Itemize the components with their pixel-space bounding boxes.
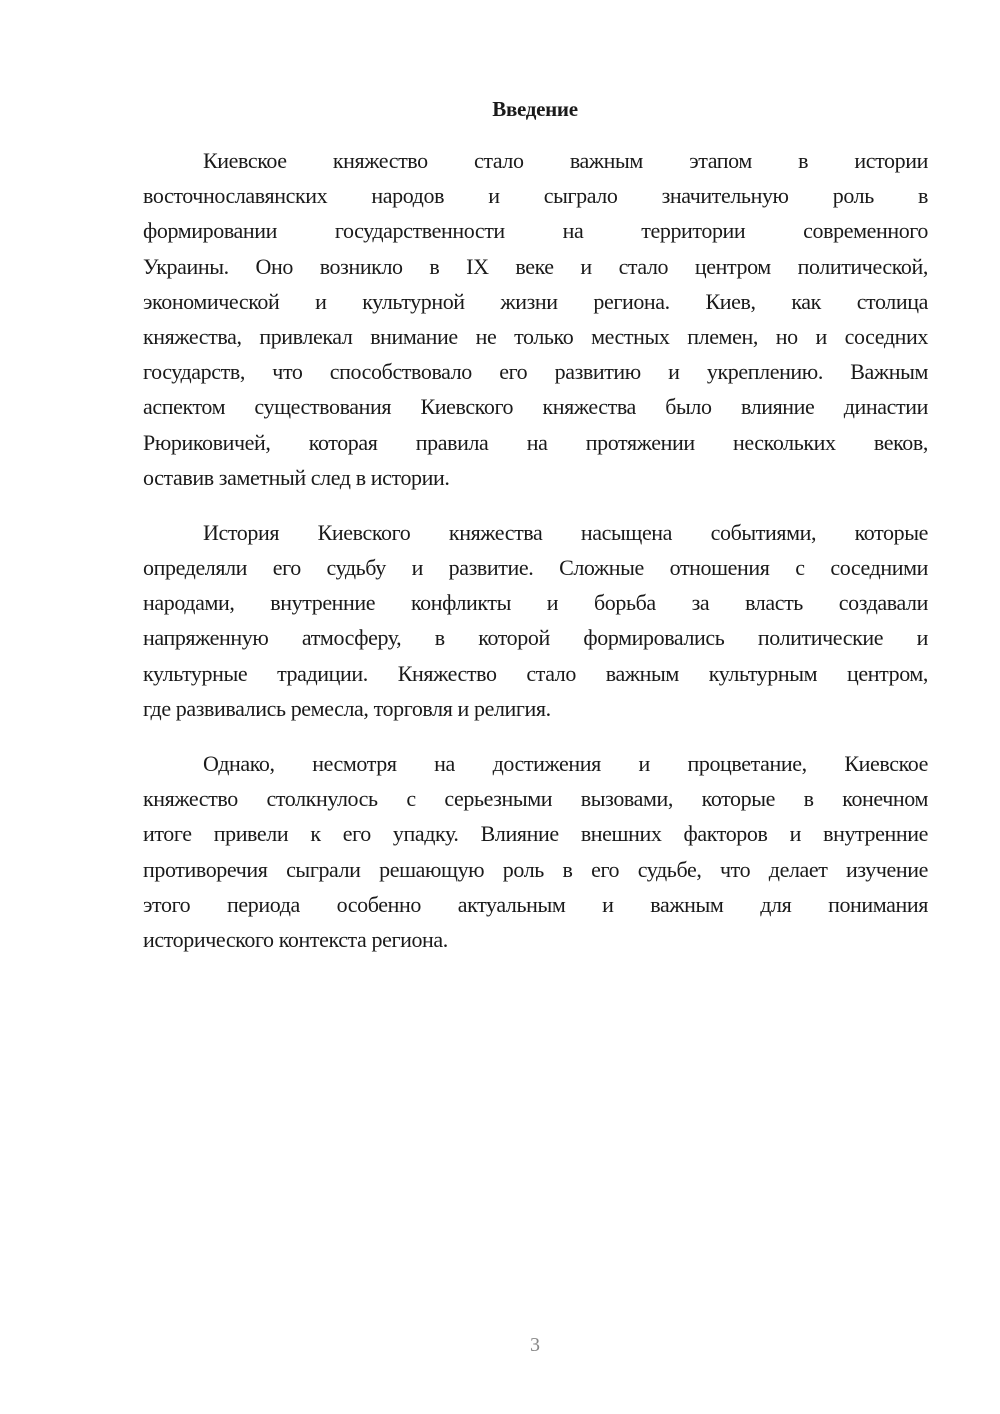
text-line: Украины. Оно возникло в IX веке и стало центром политической, bbox=[143, 253, 928, 279]
text-line: этого периода особенно актуальным и важным для понимания bbox=[143, 891, 928, 917]
text-line: экономической и культурной жизни региона. Киев, как столица bbox=[143, 288, 928, 314]
text-line: Однако, несмотря на достижения и процветание, Киевское bbox=[203, 751, 928, 776]
text-line: княжество столкнулось с серьезными вызовами, которые в конечном bbox=[143, 786, 928, 812]
text-line: формировании государственности на территории современного bbox=[143, 218, 928, 244]
page-number: 3 bbox=[530, 1334, 540, 1356]
text-line: напряженную атмосферу, в которой формировались политические и bbox=[143, 625, 928, 651]
text-line: История Киевского княжества насыщена событиями, которые bbox=[203, 519, 928, 545]
text-line: восточнославянских народов и сыграло значительную роль в bbox=[143, 183, 928, 209]
text-line: Киевское княжество стало важным этапом в истории bbox=[203, 148, 928, 173]
text-line: Рюриковичей, которая правила на протяжении нескольких веков, bbox=[143, 429, 928, 455]
paragraph bbox=[143, 746, 928, 957]
text-line: противоречия сыграли решающую роль в его судьбе, что делает изучение bbox=[143, 856, 928, 882]
text-line: исторического контекста региона. bbox=[143, 926, 448, 952]
text-line: аспектом существования Киевского княжества было влияние династии bbox=[143, 394, 928, 420]
paragraph bbox=[143, 515, 928, 726]
text-line: государств, что способствовало его развитию и укреплению. Важным bbox=[143, 359, 928, 385]
document-body bbox=[143, 143, 928, 977]
paragraph bbox=[143, 143, 928, 495]
text-line: оставив заметный след в истории. bbox=[143, 464, 450, 490]
text-line: итоге привели к его упадку. Влияние внешних факторов и внутренние bbox=[143, 821, 928, 847]
text-line: определяли его судьбу и развитие. Сложные отношения с соседними bbox=[143, 555, 928, 581]
text-line: где развивались ремесла, торговля и религия. bbox=[143, 695, 551, 721]
text-line: народами, внутренние конфликты и борьба за власть создавали bbox=[143, 590, 928, 616]
text-line: княжества, привлекал внимание не только местных племен, но и соседних bbox=[143, 323, 928, 349]
text-line: культурные традиции. Княжество стало важным культурным центром, bbox=[143, 660, 928, 686]
section-heading: Введение bbox=[492, 97, 578, 121]
